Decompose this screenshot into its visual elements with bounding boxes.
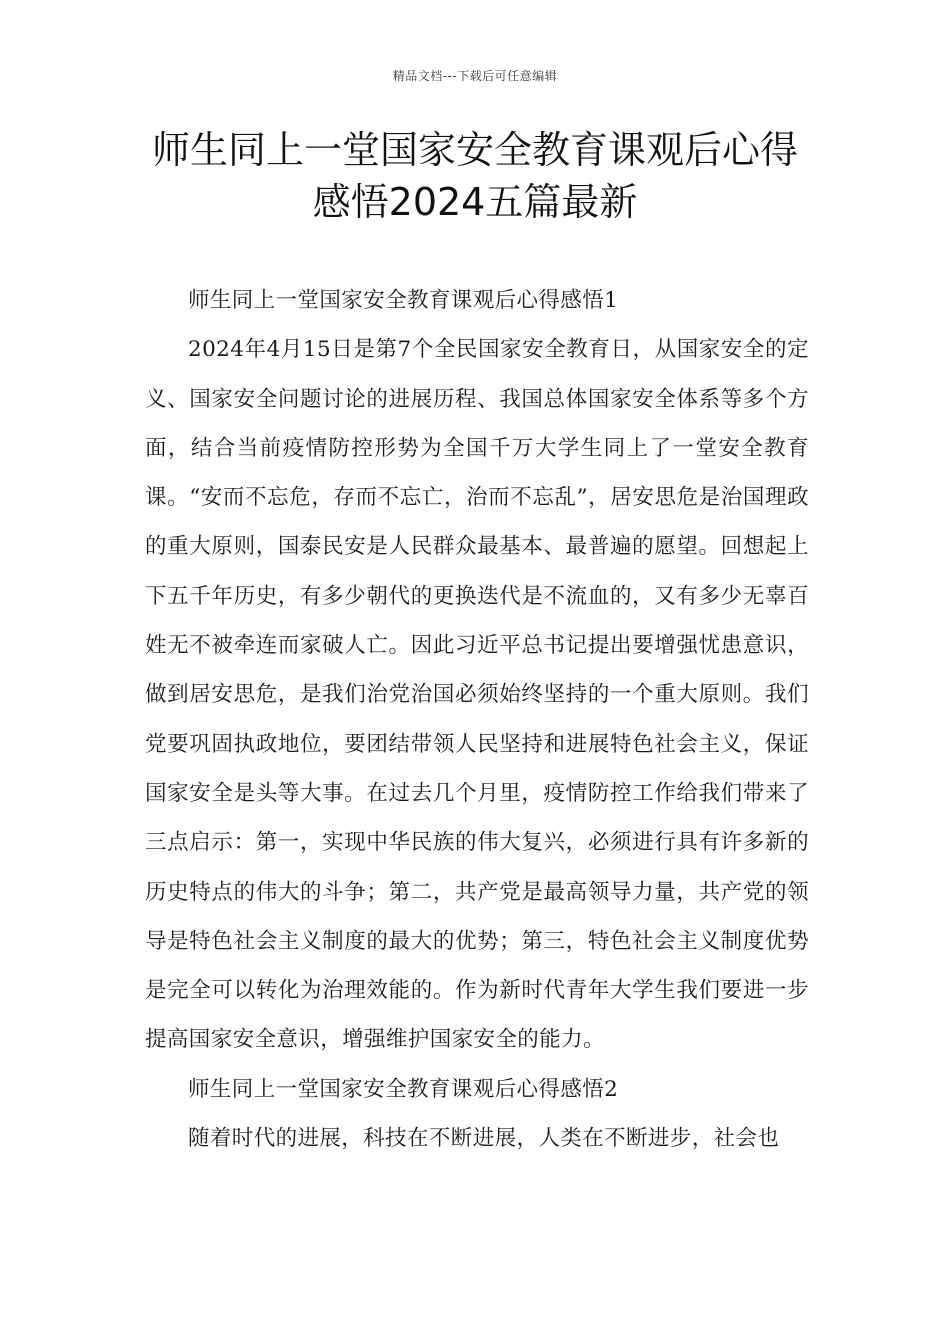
title-line-1: 师生同上一堂国家安全教育课观后心得 [151,128,798,172]
section-heading-1: 师生同上一堂国家安全教育课观后心得感悟1 [188,288,619,313]
document-title [140,124,810,228]
paragraph: 随着时代的进展，科技在不断进展，人类在不断进步，社会也 [188,1126,780,1152]
document-body [145,276,809,1163]
paragraph: 2024年4月15日是第7个全民国家安全教育日，从国家安全的定义、国家安全问题讨论的进展历程、我国总体国家安全体系等多个方面，结合当前疫情防控形势为全国千万大学生同上了一堂安全教育课。“安而不忘危，存而不忘亡，治而不忘乱”，居安思危是治国理政的重大原则，国泰民安是人民群众最基本、最普遍的愿望。回想起上下五千年历史，有多少朝代的更换迭代是不流血的，又有多少无辜百姓无不被牵连而家破人亡。因此习近平总书记提出要增强忧患意识，做到居安思危，是我们治党治国必须始终坚持的一个重大原则。我们党要巩固执政地位，要团结带领人民坚持和进展特色社会主义，保证国家安全是头等大事。在过去几个月里，疫情防控工作给我们带来了三点启示：第一，实现中华民族的伟大复兴，必须进行具有许多新的历史特点的伟大的斗争；第二，共产党是最高领导力量，共产党的领导是特色社会主义制度的最大的优势；第三，特色社会主义制度优势是完全可以转化为治理效能的。作为新时代青年大学生我们要进一步提高国家安全意识，增强维护国家安全的能力。 [145,337,809,1053]
title-line-2: 感悟2024五篇最新 [312,180,638,224]
header-note: 精品文档---下载后可任意编辑 [392,69,558,83]
section-heading-2: 师生同上一堂国家安全教育课观后心得感悟2 [188,1076,619,1102]
